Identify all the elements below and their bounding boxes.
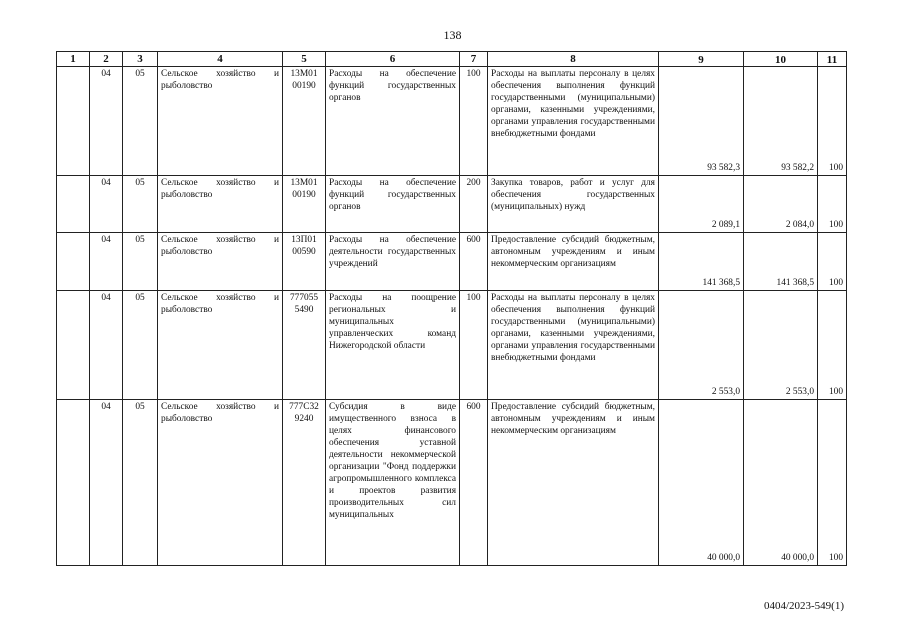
cell-percent: 100	[818, 233, 847, 291]
table-row	[57, 233, 847, 291]
document-code: 0404/2023-549(1)	[763, 600, 844, 612]
cell-percent: 100	[818, 400, 847, 566]
cell-article-name: Расходы на поощрение региональных и муниципальных управленческих команд Нижегородской области	[326, 291, 460, 400]
cell-section: 04	[90, 67, 123, 176]
table-row	[57, 291, 847, 400]
cell-amount-actual: 93 582,2	[744, 67, 818, 176]
cell-target-article: 13П01 00590	[283, 233, 326, 291]
cell-amount-actual: 40 000,0	[744, 400, 818, 566]
cell-expense-type: 100	[460, 291, 488, 400]
cell-amount-plan: 141 368,5	[659, 233, 744, 291]
cell-1	[57, 176, 90, 233]
header-cell: 4	[158, 52, 283, 67]
cell-target-article: 13М01 00190	[283, 67, 326, 176]
header-cell: 5	[283, 52, 326, 67]
cell-amount-plan: 2 553,0	[659, 291, 744, 400]
header-cell: 9	[659, 52, 744, 67]
header-cell: 6	[326, 52, 460, 67]
cell-amount-plan: 93 582,3	[659, 67, 744, 176]
cell-expense-name: Расходы на выплаты персоналу в целях обеспечения выполнения функций государственными (муниципальными) органами, казенными учреждениями, органами управления государственными внебюджетными фондами	[488, 67, 659, 176]
cell-1	[57, 291, 90, 400]
cell-amount-actual: 2 553,0	[744, 291, 818, 400]
cell-amount-actual: 2 084,0	[744, 176, 818, 233]
cell-section-name: Сельское хозяйство и рыболовство	[158, 176, 283, 233]
cell-target-article: 777С32 9240	[283, 400, 326, 566]
header-cell: 2	[90, 52, 123, 67]
cell-subsection: 05	[123, 233, 158, 291]
cell-percent: 100	[818, 67, 847, 176]
cell-subsection: 05	[123, 291, 158, 400]
cell-section: 04	[90, 176, 123, 233]
cell-1	[57, 67, 90, 176]
cell-subsection: 05	[123, 67, 158, 176]
header-cell: 10	[744, 52, 818, 67]
cell-expense-type: 600	[460, 233, 488, 291]
page-number: 138	[443, 28, 462, 42]
cell-expense-type: 100	[460, 67, 488, 176]
cell-expense-name: Расходы на выплаты персоналу в целях обеспечения выполнения функций государственными (муниципальными) органами, казенными учреждениями, органами управления государственными внебюджетными фондами	[488, 291, 659, 400]
header-cell: 1	[57, 52, 90, 67]
cell-amount-plan: 2 089,1	[659, 176, 744, 233]
cell-subsection: 05	[123, 400, 158, 566]
cell-section-name: Сельское хозяйство и рыболовство	[158, 400, 283, 566]
cell-expense-type: 200	[460, 176, 488, 233]
cell-expense-name: Предоставление субсидий бюджетным, автономным учреждениям и иным некоммерческим организациям	[488, 233, 659, 291]
cell-percent: 100	[818, 291, 847, 400]
cell-section-name: Сельское хозяйство и рыболовство	[158, 67, 283, 176]
cell-section: 04	[90, 400, 123, 566]
header-row	[57, 52, 847, 67]
cell-subsection: 05	[123, 176, 158, 233]
cell-amount-plan: 40 000,0	[659, 400, 744, 566]
table-row	[57, 400, 847, 566]
cell-expense-name: Закупка товаров, работ и услуг для обеспечения государственных (муниципальных) нужд	[488, 176, 659, 233]
cell-article-name: Расходы на обеспечение функций государственных органов	[326, 67, 460, 176]
budget-table	[56, 51, 847, 566]
cell-section-name: Сельское хозяйство и рыболовство	[158, 291, 283, 400]
cell-percent: 100	[818, 176, 847, 233]
table-row	[57, 67, 847, 176]
cell-1	[57, 400, 90, 566]
header-cell: 8	[488, 52, 659, 67]
cell-target-article: 777055 5490	[283, 291, 326, 400]
cell-article-name: Расходы на обеспечение функций государственных органов	[326, 176, 460, 233]
header-cell: 11	[818, 52, 847, 67]
cell-expense-type: 600	[460, 400, 488, 566]
cell-expense-name: Предоставление субсидий бюджетным, автономным учреждениям и иным некоммерческим организациям	[488, 400, 659, 566]
cell-section: 04	[90, 291, 123, 400]
cell-target-article: 13М01 00190	[283, 176, 326, 233]
cell-amount-actual: 141 368,5	[744, 233, 818, 291]
cell-1	[57, 233, 90, 291]
cell-article-name: Расходы на обеспечение деятельности государственных учреждений	[326, 233, 460, 291]
table-row	[57, 176, 847, 233]
cell-article-name: Субсидия в виде имущественного взноса в целях финансового обеспечения уставной деятельности некоммерческой организации "Фонд поддержки агропромышленного комплекса и проектов развития производительных сил муниципальных	[326, 400, 460, 566]
cell-section-name: Сельское хозяйство и рыболовство	[158, 233, 283, 291]
header-cell: 3	[123, 52, 158, 67]
header-cell: 7	[460, 52, 488, 67]
cell-section: 04	[90, 233, 123, 291]
